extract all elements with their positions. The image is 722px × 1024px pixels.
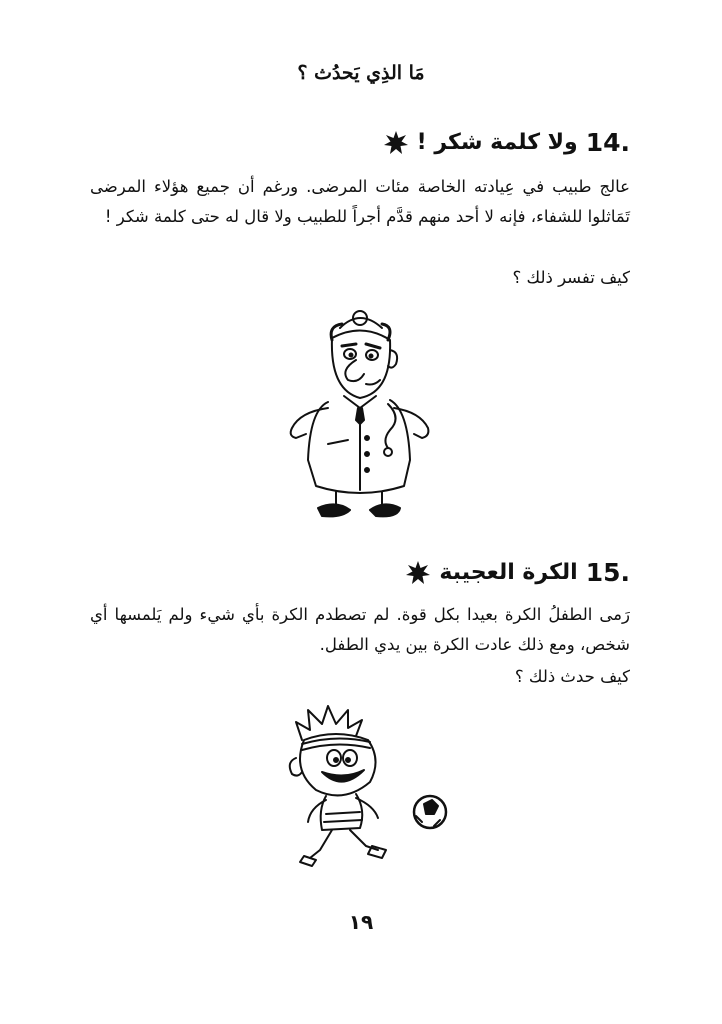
puzzle-number: 15. [585,558,630,587]
puzzle-title: ولا كلمة شكر ! [416,130,578,155]
puzzle-15-heading [405,558,630,587]
puzzle-15-question: كيف حدث ذلك ؟ [514,667,630,686]
puzzle-number: 14. [585,128,630,157]
puzzle-14-question: كيف تفسر ذلك ؟ [512,268,630,287]
puzzle-title: الكرة العجيبة [439,560,578,585]
star-burst-icon [383,130,409,156]
puzzle-14-heading [383,128,630,157]
boy-kicking-ball-illustration [282,700,457,870]
puzzle-14-body: عالج طبيب في عِيادته الخاصة مئات المرضى. ورغم أن جميع هؤلاء المرضى تَمَاثلوا للشفاء، فإنه لا أحد منهم قدَّم أجراً للطبيب ولا قال له حتى كلمة شكر ! [90,177,630,226]
page-number: ١٩ [348,910,374,934]
puzzle-15-body: رَمى الطفلُ الكرة بعيدا بكل قوة. لم تصطدم الكرة بأي شيء ولم يَلمسها أي شخص، ومع ذلك عادت الكرة بين يدي الطفل. [90,605,630,654]
star-burst-icon [405,560,431,586]
doctor-illustration [270,300,450,525]
running-title: مَا الذِي يَحدُث ؟ [297,62,425,84]
